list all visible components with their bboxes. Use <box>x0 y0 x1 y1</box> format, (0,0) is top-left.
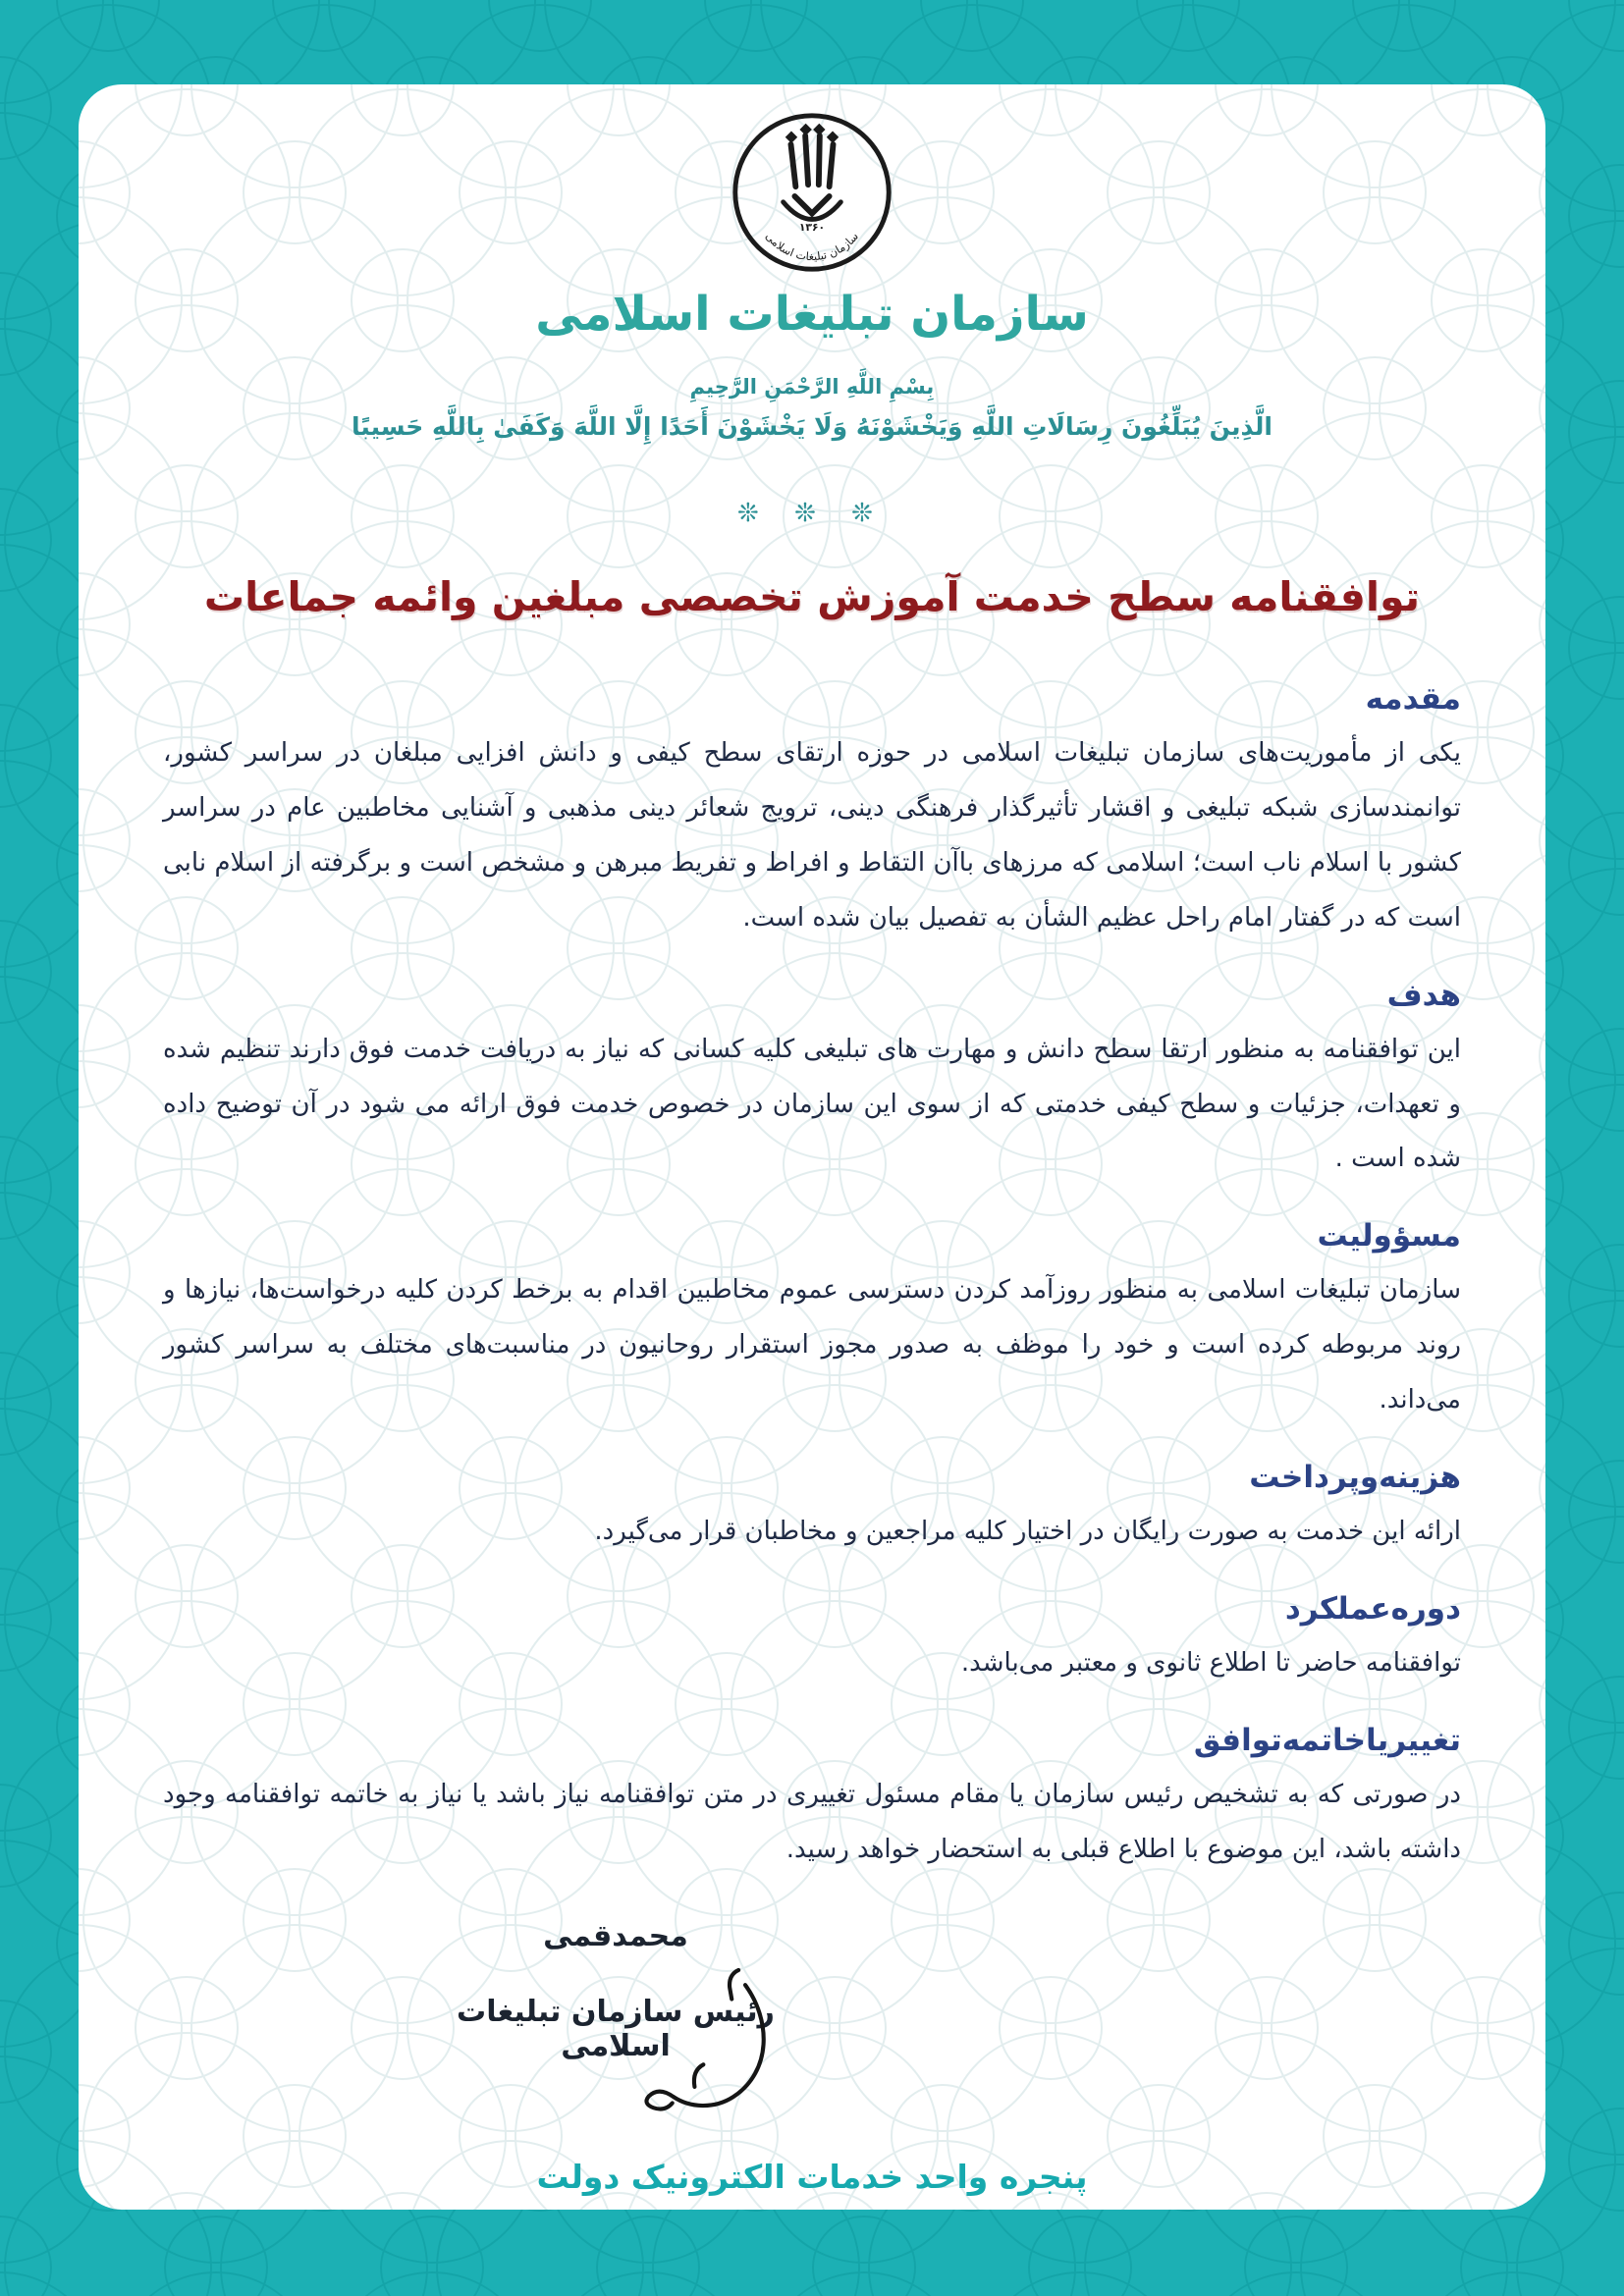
section-heading: دوره‌عملکرد <box>1284 1590 1461 1627</box>
section-goal <box>163 978 1461 1188</box>
footer-egov-label: پنجره واحد خدمات الکترونیک دولت <box>536 2158 1088 2196</box>
section-heading: مسؤولیت <box>1317 1218 1461 1255</box>
section-body: ارائه این خدمت به صورت رایگان در اختیار کلیه مراجعین و مخاطبان قرار می‌گیرد. <box>594 1517 1461 1546</box>
section-body: توافقنامه حاضر تا اطلاع ثانوی و معتبر می‌باشد. <box>960 1647 1461 1678</box>
emblem-arc-text: سازمان تبلیغات اسلامی <box>762 230 862 264</box>
section-body: این توافقنامه به منظور ارتقا سطح دانش و مهارت های تبلیغی کلیه کسانی که نیاز به دریافت خدمت فوق دارند تنظیم شده و تعهدات، جزئیات و سطح کیفی خدمتی که از سوی این سازمان در خصوص خدمت فوق ارائه می شود در آن توضیح داده شده است . <box>163 1034 1461 1174</box>
sections-container <box>163 681 1461 1877</box>
bismillah-text: بِسْمِ اللَّهِ الرَّحْمَنِ الرَّحِيمِ <box>689 375 935 399</box>
emblem-year: ۱۳۶۰ <box>798 221 826 235</box>
section-heading: مقدمه <box>1365 681 1461 718</box>
section-heading: هدف <box>1386 977 1461 1013</box>
section-responsibility <box>163 1218 1461 1428</box>
section-change-or-termination <box>163 1723 1461 1878</box>
quran-verse-text: الَّذِينَ يُبَلِّغُونَ رِسَالَاتِ اللَّهِ وَيَخْشَوْنَهُ وَلَا يَخْشَوْنَ أَحَدًا إِلَّا اللَّهَ وَكَفَىٰ بِاللَّهِ حَسِيبًا <box>352 411 1272 441</box>
section-introduction <box>163 681 1461 946</box>
handwritten-signature <box>637 1952 799 2139</box>
section-heading: تغییریاخاتمه‌توافق <box>1193 1722 1461 1758</box>
signer-role: رئیس سازمان تبلیغات اسلامی <box>457 1994 775 2063</box>
section-body: یکی از مأموریت‌های سازمان تبلیغات اسلامی در حوزه ارتقای سطح کیفی و دانش افزایی مبلغان در سراسر کشور، توانمندسازی شبکه تبلیغی و اقشار تأثیرگذار فرهنگی دینی، ترویج شعائر دینی مذهبی و آشنایی مخاطبین عام در سراسر کشور با اسلام ناب است؛ اسلامی که مرزهای باآن التقاط و افراط و تفریط مبرهن و مشخص است و برگرفته از اسلام نابی است که در گفتار امام راحل عظیم الشأن به تفصیل بیان شده است. <box>163 738 1461 933</box>
organization-logo <box>163 106 1461 283</box>
signer-name: محمدقمی <box>543 1918 688 1953</box>
section-performance-period <box>163 1591 1461 1691</box>
section-body: سازمان تبلیغات اسلامی به منظور روزآمد کردن دسترسی عموم مخاطبین اقدام به برخط کردن کلیه درخواست‌ها، نیازها و روند مربوطه کرده است و خود را موظف به صدور مجوز استقرار روحانیون در مناسبت‌های مختلف به سراسر کشور می‌داند. <box>163 1275 1461 1415</box>
section-body: در صورتی که به تشخیص رئیس سازمان یا مقام مسئول تغییری در متن توافقنامه نیاز باشد یا نیاز به خاتمه توافقنامه وجود داشته باشد، این موضوع با اطلاع قبلی به استحضار خواهد رسید. <box>163 1779 1461 1864</box>
document-content <box>79 84 1545 2210</box>
organization-emblem-icon <box>726 106 898 279</box>
document-sheet <box>79 84 1545 2210</box>
organization-name-calligraphy: سازمان تبلیغات اسلامی <box>535 287 1089 342</box>
section-heading: هزینه‌وپرداخت <box>1249 1460 1461 1495</box>
page-title: توافقنامه سطح خدمت آموزش تخصصی مبلغین وائمه جماعات <box>203 573 1421 621</box>
ornament-asterisks: ❊ ❊ ❊ <box>737 499 887 529</box>
svg-text:سازمان تبلیغات اسلامی <box>763 230 861 263</box>
section-cost-and-payment <box>163 1460 1461 1560</box>
signature-block <box>405 1919 827 2063</box>
